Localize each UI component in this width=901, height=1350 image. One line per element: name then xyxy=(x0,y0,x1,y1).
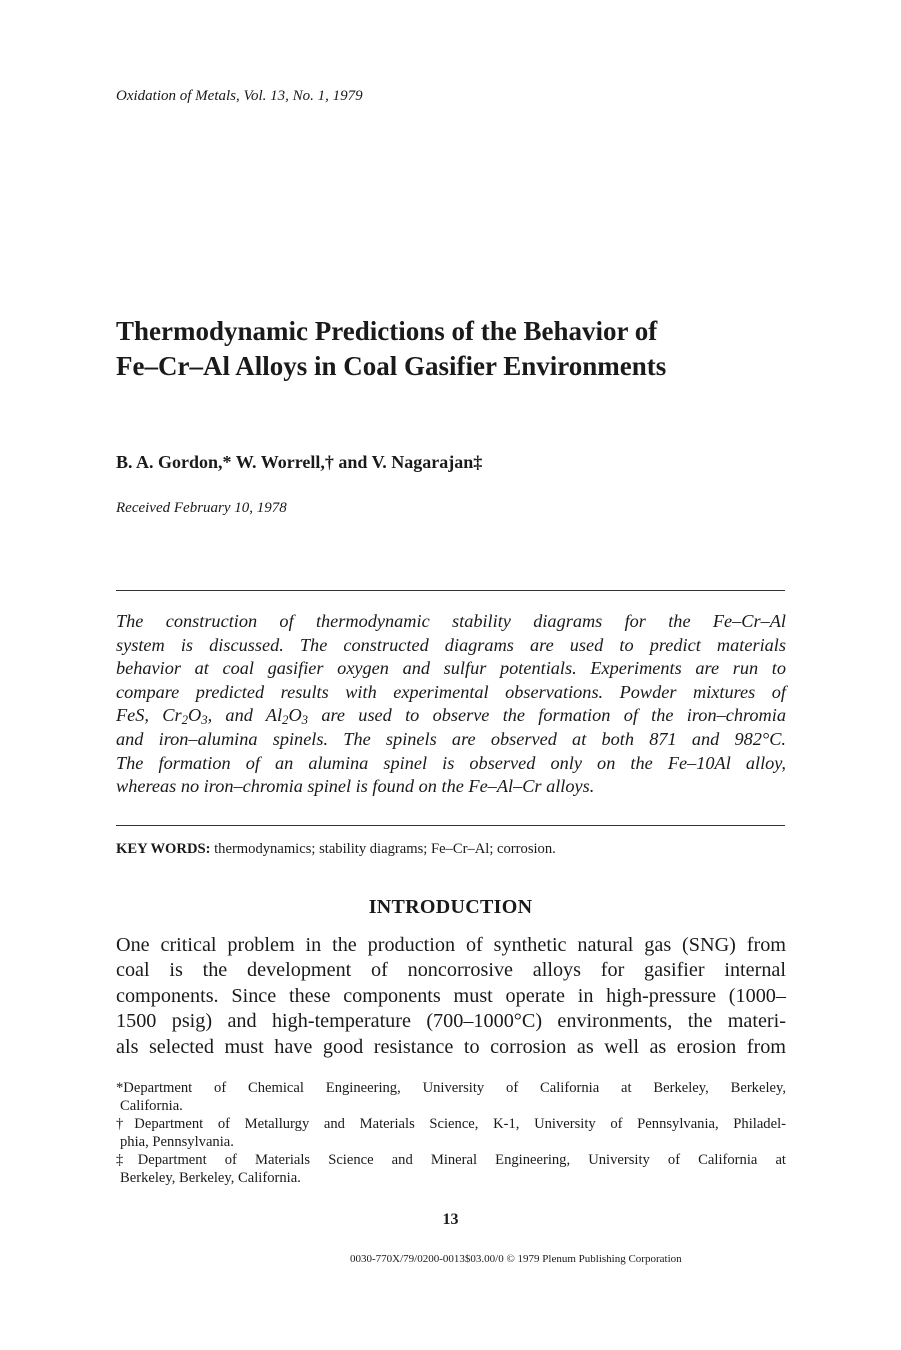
abstract-text: O xyxy=(288,705,302,726)
body-line: als selected must have good resistance to corrosion as well as erosion from xyxy=(116,1035,786,1058)
subscript: 3 xyxy=(301,713,309,728)
page-number: 13 xyxy=(442,1211,459,1228)
abstract-line: compare predicted results with experimental observations. Powder mixtures of xyxy=(116,681,786,702)
body-line: components. Since these components must operate in high-pressure (1000– xyxy=(116,984,786,1007)
subscript: 2 xyxy=(181,713,188,728)
subscript: 3 xyxy=(201,713,208,728)
abstract-text: FeS, Cr xyxy=(116,705,182,726)
abstract-bottom-rule xyxy=(116,825,785,826)
abstract xyxy=(116,610,786,799)
subscript: 2 xyxy=(282,713,289,728)
keywords-label: KEY WORDS: xyxy=(116,841,211,857)
abstract-line: The construction of thermodynamic stability diagrams for the Fe–Cr–Al xyxy=(116,611,786,631)
abstract-line: and iron–alumina spinels. The spinels are observed at both 871 and 982°C. xyxy=(116,728,786,749)
body-line: coal is the development of noncorrosive alloys for gasifier internal xyxy=(116,959,786,982)
abstract-line: system is discussed. The constructed diagrams are used to predict materials xyxy=(116,634,786,655)
footnote-line: *Department of Chemical Engineering, University of California at Berkeley, Berkeley, xyxy=(116,1080,786,1096)
journal-citation: Oxidation of Metals, Vol. 13, No. 1, 1979 xyxy=(116,88,363,104)
author-list: B. A. Gordon,* W. Worrell,† and V. Nagarajan‡ xyxy=(116,452,483,472)
introduction-body xyxy=(116,933,786,1060)
abstract-line: behavior at coal gasifier oxygen and sulfur potentials. Experiments are run to xyxy=(116,658,786,679)
footnote xyxy=(116,1115,786,1151)
footnote-line: Berkeley, Berkeley, California. xyxy=(120,1170,301,1186)
footnote-line: phia, Pennsylvania. xyxy=(120,1134,234,1150)
body-line: 1500 psig) and high-temperature (700–1000°C) environments, the materi- xyxy=(116,1010,786,1033)
abstract-top-rule xyxy=(116,590,785,591)
abstract-text: , and Al xyxy=(207,705,283,726)
keywords xyxy=(116,841,556,858)
title-line-1: Thermodynamic Predictions of the Behavior of xyxy=(116,316,658,346)
abstract-text: O xyxy=(187,705,202,726)
abstract-line xyxy=(116,704,786,728)
body-line: One critical problem in the production of synthetic natural gas (SNG) from xyxy=(116,934,786,956)
copyright-line: 0030-770X/79/0200-0013$03.00/0 © 1979 Plenum Publishing Corporation xyxy=(350,1253,682,1265)
footnotes xyxy=(116,1079,786,1187)
received-date: Received February 10, 1978 xyxy=(116,500,287,516)
footnote xyxy=(116,1079,786,1115)
section-heading: INTRODUCTION xyxy=(368,896,533,918)
abstract-line: whereas no iron–chromia spinel is found on the Fe–Al–Cr alloys. xyxy=(116,776,595,797)
keywords-text: thermodynamics; stability diagrams; Fe–Cr–Al; corrosion. xyxy=(210,841,556,857)
title-line-2: Fe–Cr–Al Alloys in Coal Gasifier Environments xyxy=(116,351,667,381)
footnote-line: ‡Department of Materials Science and Mineral Engineering, University of California at xyxy=(116,1152,786,1168)
footnote xyxy=(116,1151,786,1187)
footnote-line: †Department of Metallurgy and Materials Science, K-1, University of Pennsylvania, Philadel- xyxy=(116,1116,786,1132)
article-title xyxy=(116,314,816,384)
abstract-line: The formation of an alumina spinel is observed only on the Fe–10Al alloy, xyxy=(116,752,786,773)
footnote-line: California. xyxy=(120,1098,183,1114)
abstract-text: are used to observe the formation of the iron–chromia xyxy=(308,705,786,726)
